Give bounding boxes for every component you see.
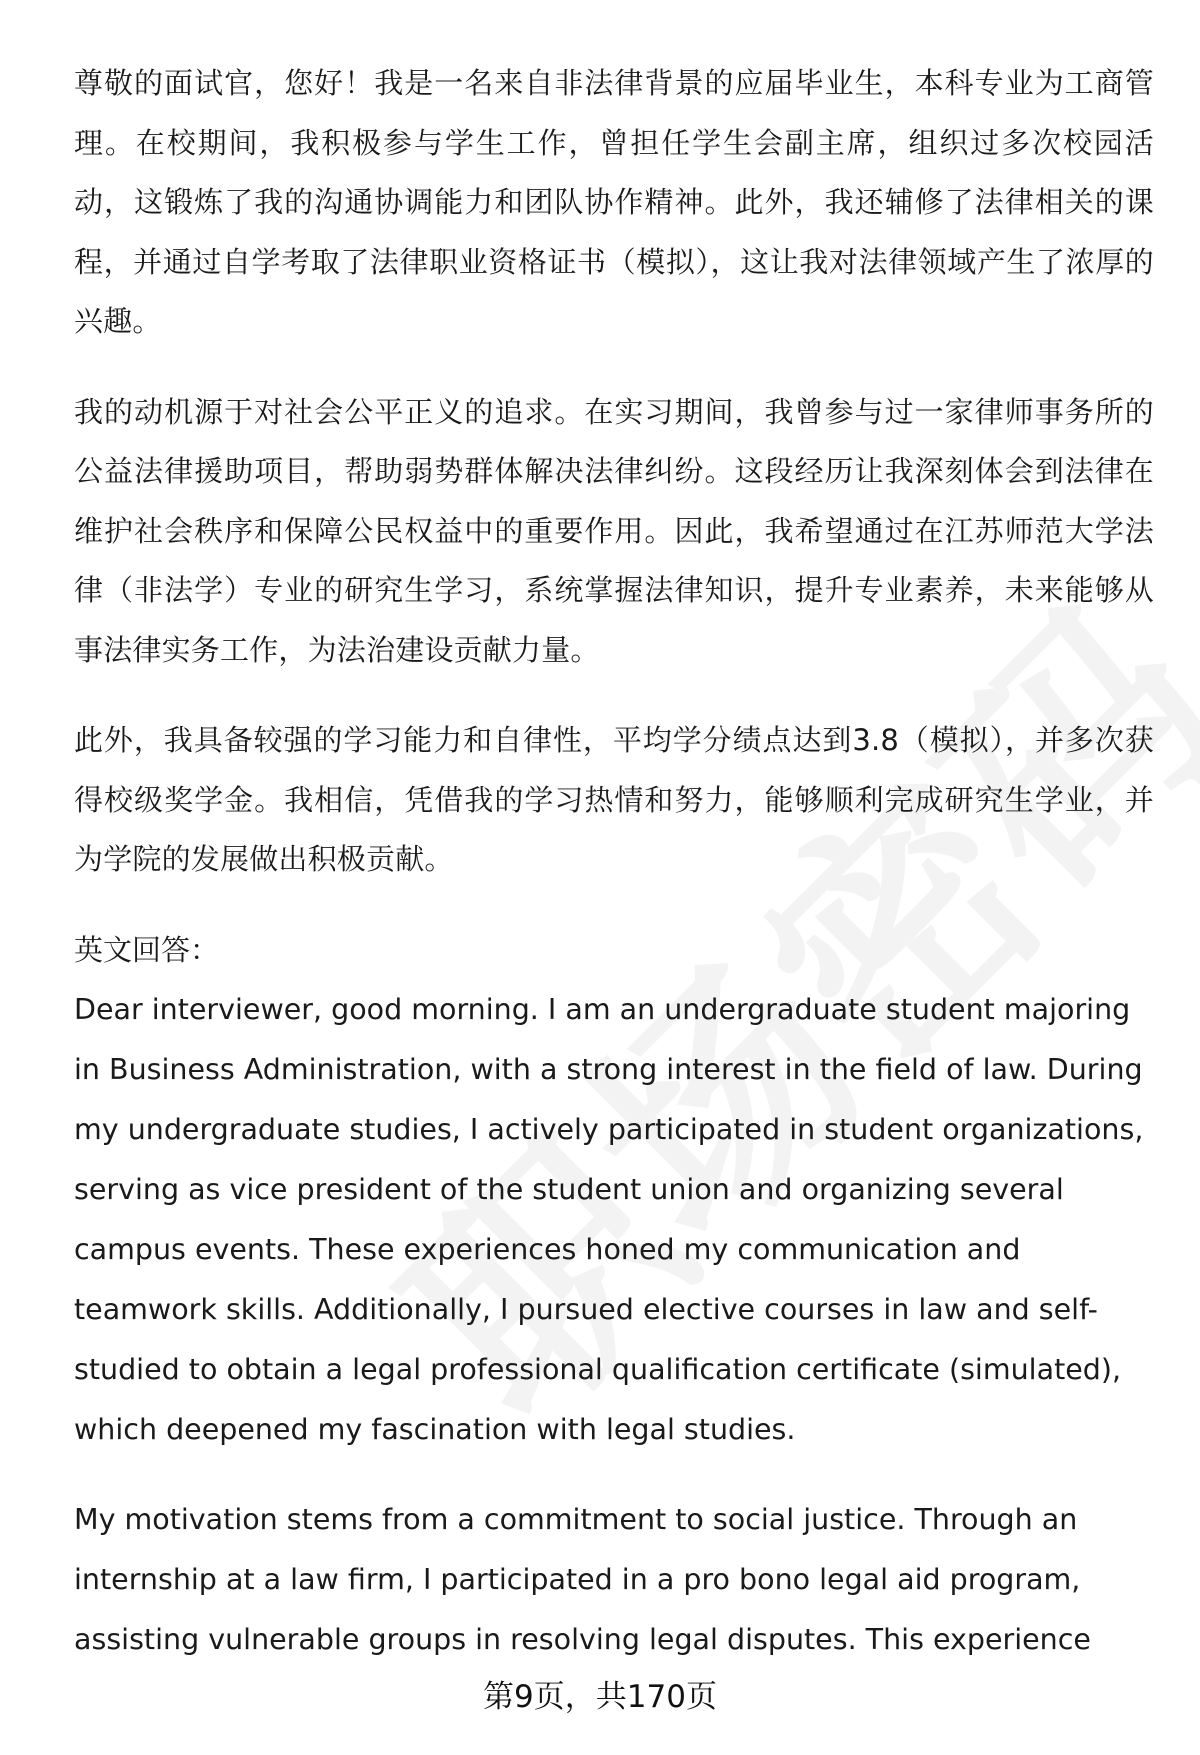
document-body xyxy=(74,54,1154,1670)
page-number-footer: 第9页，共170页 xyxy=(483,1679,717,1715)
paragraph-zh-1: 尊敬的面试官，您好！我是一名来自非法律背景的应届毕业生，本科专业为工商管理。在校期间，我积极参与学生工作，曾担任学生会副主席，组织过多次校园活动，这锻炼了我的沟通协调能力和团队协作精神。此外，我还辅修了法律相关的课程，并通过自学考取了法律职业资格证书（模拟），这让我对法律领域产生了浓厚的兴趣。 xyxy=(74,66,1154,338)
paragraph-en-1: Dear interviewer, good morning. I am an undergraduate student majoring in Business Administration, with a strong interest in the field of law. During my undergraduate studies, I actively participated in student organizations, serving as vice president of the student union and organizing several campus events. These experiences honed my communication and teamwork skills. Additionally, I pursued elective courses in law and self-studied to obtain a legal professional qualification certificate (simulated), which deepened my fascination with legal studies. xyxy=(74,993,1144,1446)
paragraph-en-2: My motivation stems from a commitment to social justice. Through an internship at a law firm, I participated in a pro bono legal aid program, assisting vulnerable groups in resolving legal disputes. This experience xyxy=(74,1503,1091,1656)
english-answer-label: 英文回答： xyxy=(74,932,220,967)
paragraph-zh-3: 此外，我具备较强的学习能力和自律性，平均学分绩点达到3.8（模拟），并多次获得校级奖学金。我相信，凭借我的学习热情和努力，能够顺利完成研究生学业，并为学院的发展做出积极贡献。 xyxy=(74,723,1154,876)
paragraph-zh-2: 我的动机源于对社会公平正义的追求。在实习期间，我曾参与过一家律师事务所的公益法律援助项目，帮助弱势群体解决法律纠纷。这段经历让我深刻体会到法律在维护社会秩序和保障公民权益中的重要作用。因此，我希望通过在江苏师范大学法律（非法学）专业的研究生学习，系统掌握法律知识，提升专业素养，未来能够从事法律实务工作，为法治建设贡献力量。 xyxy=(74,394,1154,667)
